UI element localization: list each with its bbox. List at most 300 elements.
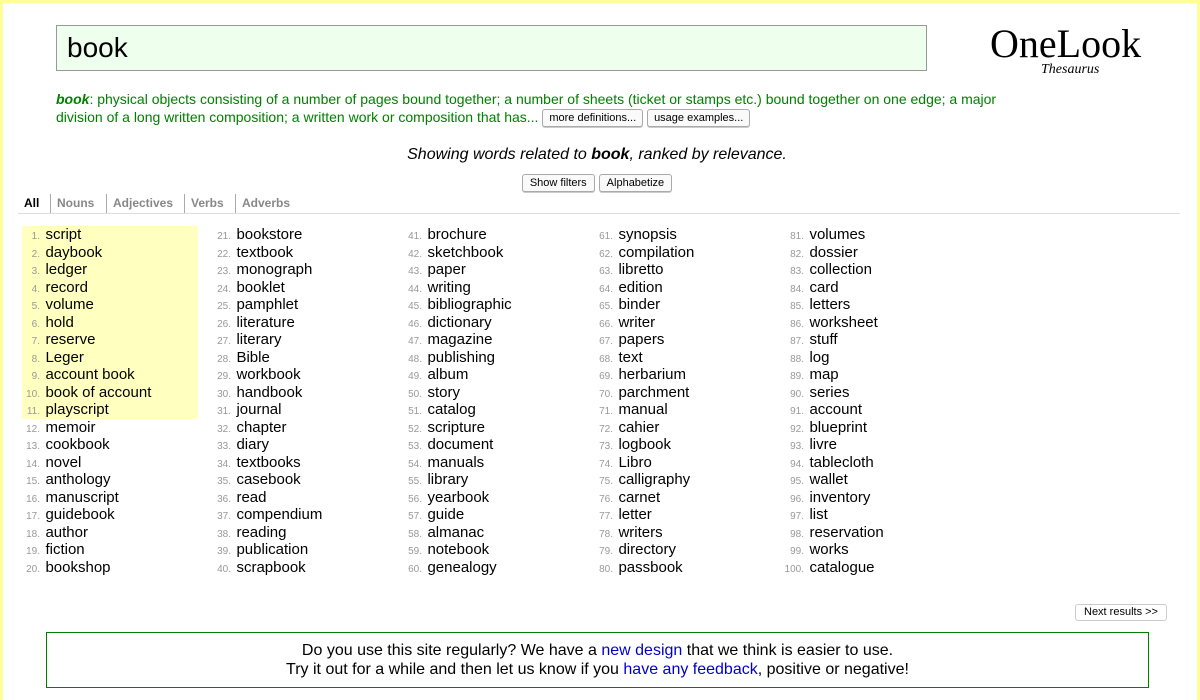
result-word-link[interactable]: record [45,278,88,296]
result-rank: 85. [790,301,804,312]
result-rank: 81. [790,231,804,242]
result-rank: 72. [599,423,613,435]
result-item [786,314,976,332]
result-word-link[interactable]: reserve [45,331,96,348]
next-results-button[interactable]: Next results >> [1075,604,1167,621]
result-word-link[interactable]: sketchbook [427,243,504,261]
result-item [786,436,976,454]
result-item [404,244,594,262]
result-rank: 88. [790,353,804,365]
result-item [22,541,212,559]
usage-examples-button[interactable]: usage examples... [647,109,750,127]
tab-divider [18,213,1180,214]
result-word-link[interactable]: calligraphy [618,471,691,488]
result-item [22,471,212,489]
result-rank: 12. [26,423,40,435]
result-item [786,541,976,559]
results-column [22,226,212,576]
result-word-link[interactable]: log [809,348,830,366]
result-rank: 78. [599,528,613,540]
result-rank: 13. [26,441,40,452]
result-rank: 5. [31,301,40,312]
result-item [22,524,212,542]
result-item [595,314,785,332]
more-definitions-button[interactable]: more definitions... [542,109,643,127]
result-rank: 65. [599,301,613,312]
result-item [786,419,976,437]
result-word-link[interactable]: volumes [809,226,866,243]
result-item [595,419,785,437]
result-rank: 36. [217,493,231,505]
result-rank: 26. [217,318,231,330]
result-word-link[interactable]: papers [618,331,665,348]
result-rank: 30. [217,388,231,400]
search-input[interactable]: book [56,25,927,71]
result-rank: 76. [599,493,613,505]
result-rank: 20. [26,563,40,575]
result-rank: 6. [31,318,40,330]
result-rank: 48. [408,353,422,365]
result-item [404,489,594,507]
result-rank: 49. [408,371,422,382]
result-word-link[interactable]: manuscript [45,488,119,506]
result-item [786,226,976,244]
result-rank: 18. [26,528,40,540]
result-rank: 82. [790,248,804,260]
result-rank: 97. [790,511,804,522]
result-rank: 11. [26,406,40,417]
result-word-link[interactable]: paper [427,261,466,278]
result-rank: 16. [26,493,40,505]
result-word-link[interactable]: series [809,383,850,401]
result-rank: 86. [790,318,804,330]
result-item [213,366,403,384]
result-item [786,471,976,489]
result-rank: 40. [217,563,231,575]
result-item [213,244,403,262]
result-item [213,541,403,559]
result-word-link[interactable]: text [618,348,643,366]
result-word-link[interactable]: novel [45,453,82,471]
result-rank: 35. [217,476,231,487]
result-item [595,524,785,542]
result-word-link[interactable]: bookshop [45,558,111,576]
results-column [404,226,594,576]
result-rank: 46. [408,318,422,330]
result-word-link[interactable]: catalogue [809,558,875,576]
result-word-link[interactable]: compendium [236,506,323,523]
result-word-link[interactable]: blueprint [809,418,867,436]
result-word-link[interactable]: brochure [427,226,487,243]
result-word-link[interactable]: reading [236,523,287,541]
result-item [22,436,212,454]
result-item [22,384,212,402]
result-rank: 27. [217,336,231,347]
definition [56,90,1016,127]
result-word-link[interactable]: magazine [427,331,493,348]
result-item [22,401,212,419]
result-word-link[interactable]: story [427,383,460,401]
result-rank: 32. [217,423,231,435]
result-item [404,296,594,314]
result-word-link[interactable]: ledger [45,261,88,278]
result-item [786,261,976,279]
result-word-link[interactable]: list [809,506,828,523]
result-rank: 58. [408,528,422,540]
onelook-logo[interactable] [988,22,1158,82]
result-item [595,506,785,524]
result-word-link[interactable]: compilation [618,243,695,261]
result-word-link[interactable]: casebook [236,471,301,488]
result-word-link[interactable]: Leger [45,348,84,366]
result-item [22,454,212,472]
result-word-link[interactable]: script [45,226,82,243]
result-rank: 63. [599,266,613,277]
result-word-link[interactable]: Libro [618,453,652,471]
result-word-link[interactable]: literature [236,313,295,331]
result-word-link[interactable]: handbook [236,383,303,401]
result-word-link[interactable]: account book [45,366,135,383]
result-item [404,454,594,472]
result-rank: 80. [599,563,613,575]
result-word-link[interactable]: dossier [809,243,858,261]
result-rank: 62. [599,248,613,260]
result-item [22,261,212,279]
result-rank: 87. [790,336,804,347]
result-item [213,384,403,402]
result-item [22,506,212,524]
result-word-link[interactable]: chapter [236,418,287,436]
result-word-link[interactable]: binder [618,296,661,313]
result-item [213,401,403,419]
result-rank: 66. [599,318,613,330]
result-rank: 83. [790,266,804,277]
result-item [595,349,785,367]
result-item [404,401,594,419]
result-rank: 23. [217,266,231,277]
tab-nouns[interactable]: Nouns [50,194,100,214]
result-rank: 7. [31,336,40,347]
result-rank: 74. [599,458,613,470]
result-rank: 45. [408,301,422,312]
result-word-link[interactable]: collection [809,261,872,278]
result-item [213,524,403,542]
result-word-link[interactable]: writer [618,313,656,331]
result-item [22,366,212,384]
tab-verbs[interactable]: Verbs [184,194,230,214]
result-word-link[interactable]: book of account [45,383,152,401]
result-word-link[interactable]: cookbook [45,436,110,453]
result-item [404,366,594,384]
result-item [595,471,785,489]
result-item [213,471,403,489]
result-word-link[interactable]: memoir [45,418,96,436]
results-column [595,226,785,576]
result-rank: 9. [31,371,40,382]
result-rank: 29. [217,371,231,382]
result-word-link[interactable]: letters [809,296,851,313]
result-rank: 55. [408,476,422,487]
result-word-link[interactable]: read [236,488,267,506]
result-word-link[interactable]: directory [618,541,676,558]
result-rank: 34. [217,458,231,470]
result-rank: 41. [408,231,422,242]
result-word-link[interactable]: monograph [236,261,313,278]
result-rank: 38. [217,528,231,540]
result-rank: 61. [599,231,613,242]
result-item [786,244,976,262]
result-rank: 56. [408,493,422,505]
notice-text: Do you use this site regularly? We have a [301,642,602,659]
result-word-link[interactable]: synopsis [618,226,677,243]
result-word-link[interactable]: bookstore [236,226,303,243]
result-word-link[interactable]: publishing [427,348,496,366]
result-rank: 44. [408,283,422,295]
result-item [786,506,976,524]
result-item [22,419,212,437]
result-word-link[interactable]: scrapbook [236,558,306,576]
result-word-link[interactable]: literary [236,331,282,348]
result-word-link[interactable]: guidebook [45,506,115,523]
result-item [404,471,594,489]
result-word-link[interactable]: notebook [427,541,490,558]
result-item [595,244,785,262]
result-word-link[interactable]: logbook [618,436,671,453]
result-item [595,559,785,577]
result-word-link[interactable]: carnet [618,488,661,506]
tab-all[interactable]: All [24,196,40,210]
result-word-link[interactable]: manual [618,401,668,418]
result-item [595,331,785,349]
result-word-link[interactable]: card [809,278,839,296]
result-rank: 92. [790,423,804,435]
result-item [595,541,785,559]
result-item [404,349,594,367]
logo-sub-text: Thesaurus [1041,62,1100,77]
logo-main-text: OneLook [990,21,1142,66]
result-word-link[interactable]: publication [236,541,309,558]
result-word-link[interactable]: passbook [618,558,683,576]
definition-term: book [56,91,90,107]
alphabetize-button[interactable]: Alphabetize [599,174,673,192]
result-word-link[interactable]: hold [45,313,74,331]
result-word-link[interactable]: parchment [618,383,690,401]
result-rank: 96. [790,493,804,505]
result-item [786,454,976,472]
result-word-link[interactable]: works [809,541,849,558]
result-word-link[interactable]: almanac [427,523,485,541]
result-word-link[interactable]: playscript [45,401,109,418]
result-word-link[interactable]: workbook [236,366,301,383]
result-rank: 22. [217,248,231,260]
result-word-link[interactable]: Bible [236,348,270,366]
result-word-link[interactable]: library [427,471,469,488]
result-rank: 53. [408,441,422,452]
result-item [786,384,976,402]
result-item [595,384,785,402]
result-item [22,559,212,577]
result-word-link[interactable]: album [427,366,469,383]
result-word-link[interactable]: edition [618,278,663,296]
result-word-link[interactable]: inventory [809,488,871,506]
result-item [595,436,785,454]
result-word-link[interactable]: textbooks [236,453,301,471]
result-rank: 75. [599,476,613,487]
showing-prefix: Showing words related to [407,146,592,163]
result-word-link[interactable]: document [427,436,494,453]
result-rank: 99. [790,546,804,557]
result-word-link[interactable]: daybook [45,243,103,261]
result-word-link[interactable]: yearbook [427,488,490,506]
result-word-link[interactable]: fiction [45,541,85,558]
result-rank: 57. [408,511,422,522]
result-word-link[interactable]: pamphlet [236,296,299,313]
result-item [786,296,976,314]
result-word-link[interactable]: dictionary [427,313,492,331]
result-word-link[interactable]: tablecloth [809,453,874,471]
result-word-link[interactable]: booklet [236,278,285,296]
result-word-link[interactable]: diary [236,436,269,453]
result-rank: 68. [599,353,613,365]
result-item [786,559,976,577]
result-word-link[interactable]: journal [236,401,282,418]
tab-adjectives[interactable]: Adjectives [106,194,179,214]
showing-term: book [591,146,630,163]
result-item [404,559,594,577]
result-item [786,366,976,384]
result-word-link[interactable]: scripture [427,418,485,436]
result-item [213,261,403,279]
result-word-link[interactable]: stuff [809,331,838,348]
result-rank: 64. [599,283,613,295]
result-rank: 70. [599,388,613,400]
result-item [213,296,403,314]
result-rank: 79. [599,546,613,557]
result-rank: 67. [599,336,613,347]
result-word-link[interactable]: herbarium [618,366,686,383]
result-item [786,349,976,367]
result-word-link[interactable]: livre [809,436,837,453]
result-word-link[interactable]: reservation [809,523,884,541]
result-item [213,279,403,297]
result-rank: 89. [790,371,804,382]
result-item [595,401,785,419]
result-item [404,314,594,332]
result-word-link[interactable]: writers [618,523,663,541]
result-item [213,489,403,507]
notice-text: Try it out for a while and then let us know if you [286,661,624,678]
result-rank: 95. [790,476,804,487]
result-item [213,559,403,577]
result-rank: 21. [217,231,231,242]
result-item [404,261,594,279]
results-column [213,226,403,576]
new-design-notice [46,632,1149,688]
result-word-link[interactable]: wallet [809,471,848,488]
result-word-link[interactable]: account [809,401,862,418]
result-word-link[interactable]: worksheet [809,313,878,331]
result-item [404,524,594,542]
result-item [22,489,212,507]
showing-suffix: , ranked by relevance. [629,146,787,163]
result-rank: 43. [408,266,422,277]
result-word-link[interactable]: volume [45,296,94,313]
result-item [404,226,594,244]
result-item [786,331,976,349]
result-word-link[interactable]: catalog [427,401,476,418]
notice-text: that we think is easier to use. [682,642,894,659]
result-rank: 39. [217,546,231,557]
result-rank: 4. [31,283,40,295]
result-rank: 54. [408,458,422,470]
result-rank: 52. [408,423,422,435]
result-item [213,349,403,367]
result-item [22,349,212,367]
result-word-link[interactable]: libretto [618,261,664,278]
result-rank: 10. [26,388,40,400]
tab-adverbs[interactable]: Adverbs [235,194,296,214]
result-item [404,506,594,524]
result-rank: 100. [784,563,804,575]
result-word-link[interactable]: bibliographic [427,296,512,313]
result-word-link[interactable]: author [45,523,88,541]
results-column [786,226,976,576]
result-word-link[interactable]: cahier [618,418,660,436]
result-rank: 42. [408,248,422,260]
result-item [595,226,785,244]
result-item [213,454,403,472]
result-rank: 94. [790,458,804,470]
result-item [595,296,785,314]
result-rank: 8. [31,353,40,365]
result-word-link[interactable]: map [809,366,839,383]
result-item [404,541,594,559]
result-rank: 31. [217,406,231,417]
result-item [404,279,594,297]
result-word-link[interactable]: anthology [45,471,111,488]
result-rank: 98. [790,528,804,540]
result-rank: 71. [599,406,613,417]
new-design-link[interactable]: new design [601,642,683,659]
result-rank: 51. [408,406,422,417]
result-word-link[interactable]: textbook [236,243,294,261]
result-item [595,261,785,279]
result-rank: 73. [599,441,613,452]
result-item [595,489,785,507]
result-rank: 60. [408,563,422,575]
controls [0,174,1194,192]
result-item [213,419,403,437]
show-filters-button[interactable]: Show filters [522,174,595,192]
result-word-link[interactable]: writing [427,278,471,296]
feedback-link[interactable]: have any feedback [623,661,758,678]
result-word-link[interactable]: manuals [427,453,485,471]
result-item [213,331,403,349]
result-rank: 1. [31,231,40,242]
result-word-link[interactable]: letter [618,506,652,523]
result-rank: 3. [31,266,40,277]
result-item [22,244,212,262]
result-word-link[interactable]: genealogy [427,558,497,576]
result-rank: 14. [26,458,40,470]
result-rank: 33. [217,441,231,452]
result-word-link[interactable]: guide [427,506,465,523]
result-item [22,226,212,244]
definition-text: : physical objects consisting of a number of pages bound together; a number of sheets (ticket or stamps etc.) bound together on one edge; a major division of a long written composition; a written work or composition that has... [56,91,997,125]
result-rank: 17. [26,511,40,522]
result-rank: 90. [790,388,804,400]
result-item [595,454,785,472]
